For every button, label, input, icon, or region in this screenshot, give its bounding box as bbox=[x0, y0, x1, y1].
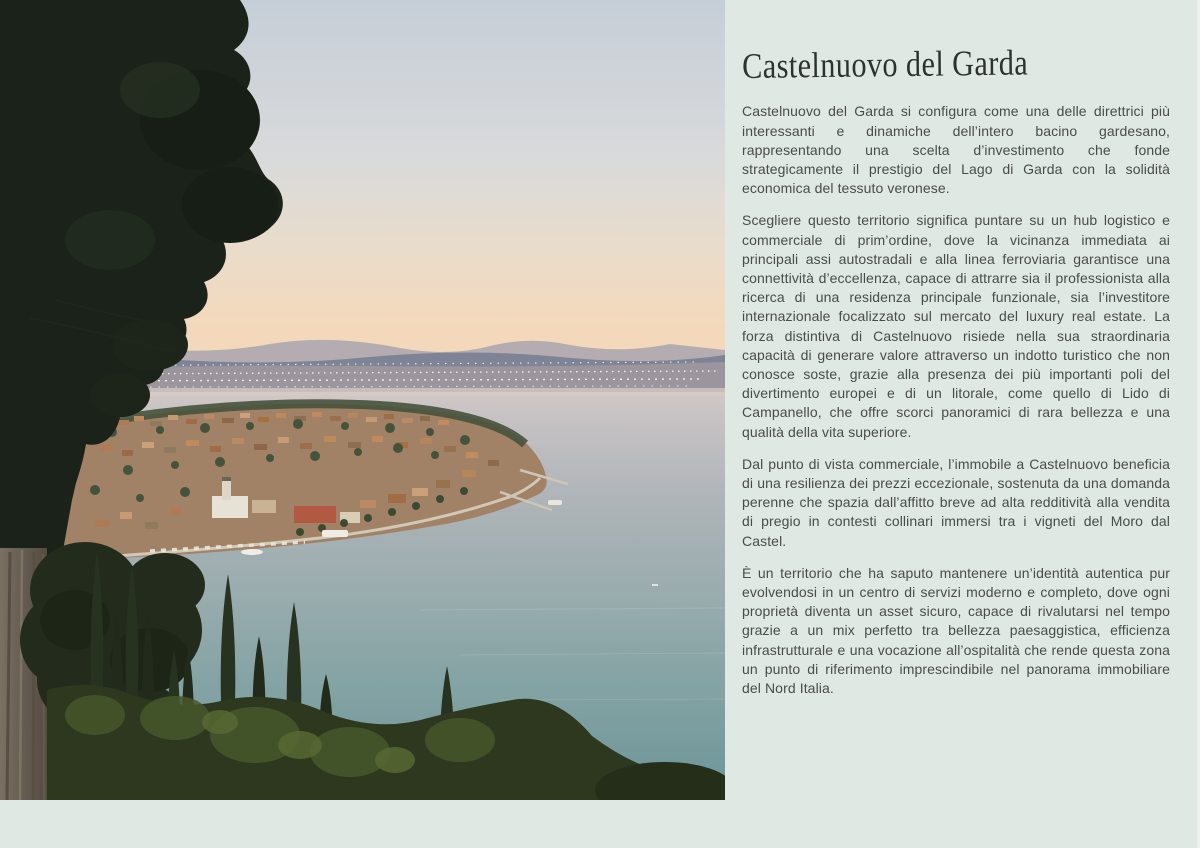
distant-boat bbox=[652, 584, 658, 586]
paragraph-intro: Castelnuovo del Garda si configura come una delle direttrici più interessanti e dinamiche dell’intero bacino gardesano, rappresentando una scelta d’investimento che fonde strategicamente il prestigio del Lago di Garda con la solidità economica del tessuto veronese. bbox=[742, 103, 1170, 197]
paragraph-territory: Scegliere questo territorio significa puntare su un hub logistico e commerciale di prim’ordine, dove la vicinanza immediata ai principali assi autostradali e alla linea ferroviaria garantisce una connettività d’eccellenza, capace di attrarre sia il professionista alla ricerca di una residenza principale funzionale, sia l’investitore internazionale focalizzato sul mercato del luxury real estate. La forza distintiva di Castelnuovo risiede nella sua straordinaria capacità di generare valore attraverso un indotto turistico che non conosce soste, grazie alla presenza dei più importanti poli del divertimento europei e di un litorale, come quello di Lido di Campanello, che offre scorci panoramici di rara bellezza e una qualità della vita superiore. bbox=[742, 212, 1170, 440]
paragraph-identity: È un territorio che ha saputo mantenere un’identità autentica pur evolvendosi in un centro di servizi moderno e completo, dove ogni proprietà diventa un asset sicuro, capace di rivalutarsi nel tempo grazie a un mix perfetto tra bellezza paesaggistica, efficienza infrastrutturale e una vocazione all’ospitalità che rende questa zona un punto di riferimento imprescindibile nel panorama immobiliare del Nord Italia. bbox=[742, 564, 1170, 697]
description-section bbox=[742, 42, 1170, 711]
paragraph-commercial: Dal punto di vista commerciale, l’immobile a Castelnuovo beneficia di una resilienza dei prezzi eccezionale, sostenuta da una domanda perenne che spazia dall’affitto breve ad alta redditività alla vendita di pregio in contesti collinari immersi tra i vigneti del Moro dal Castel. bbox=[742, 455, 1170, 549]
boat-wake bbox=[241, 549, 263, 555]
ferry-boat bbox=[322, 530, 348, 537]
red-building bbox=[294, 506, 336, 523]
page-title: Castelnuovo del Garda bbox=[742, 42, 1029, 86]
